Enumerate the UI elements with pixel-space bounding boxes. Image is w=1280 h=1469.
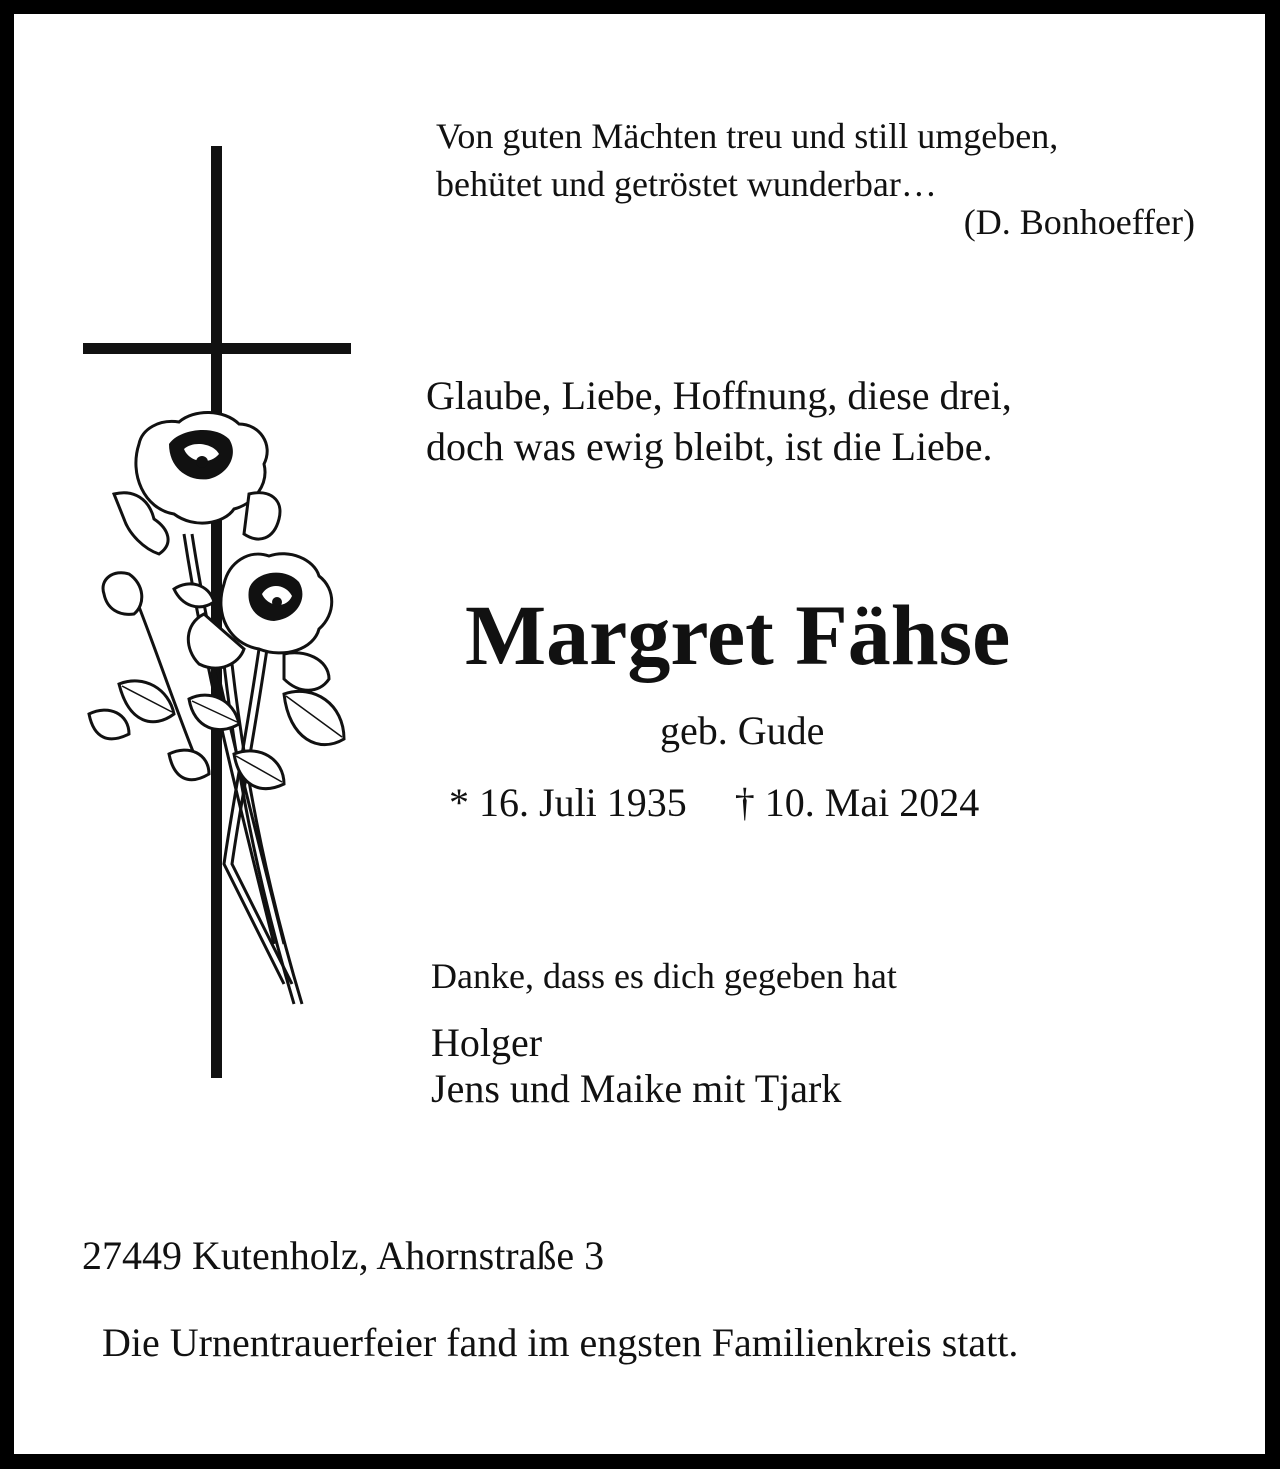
bonhoeffer-quote [436, 112, 1058, 208]
life-dates [449, 780, 980, 825]
quote-line: doch was ewig bleibt, ist die Liebe. [426, 424, 993, 469]
maiden-name: geb. Gude [660, 708, 825, 753]
quote-line: Von guten Mächten treu und still umgeben, [436, 116, 1059, 156]
quote-source: (D. Bonhoeffer) [963, 202, 1195, 242]
family-signatures [431, 1020, 841, 1112]
family-member: Jens und Maike mit Tjark [431, 1066, 842, 1111]
ceremony-note: Die Urnentrauerfeier fand im engsten Familienkreis statt. [102, 1320, 1019, 1365]
family-member: Holger [431, 1020, 543, 1065]
death-date: † 10. Mai 2024 [734, 780, 980, 825]
birth-date: * 16. Juli 1935 [449, 780, 687, 825]
bible-quote [426, 370, 1012, 472]
thanks-line: Danke, dass es dich gegeben hat [431, 956, 897, 996]
cross-with-roses-icon [74, 144, 374, 1084]
quote-line: Glaube, Liebe, Hoffnung, diese drei, [426, 373, 1012, 418]
deceased-name: Margret Fähse [465, 587, 1011, 683]
obituary-notice [14, 14, 1265, 1454]
address: 27449 Kutenholz, Ahornstraße 3 [82, 1233, 605, 1278]
quote-line: behütet und getröstet wunderbar… [436, 164, 937, 204]
